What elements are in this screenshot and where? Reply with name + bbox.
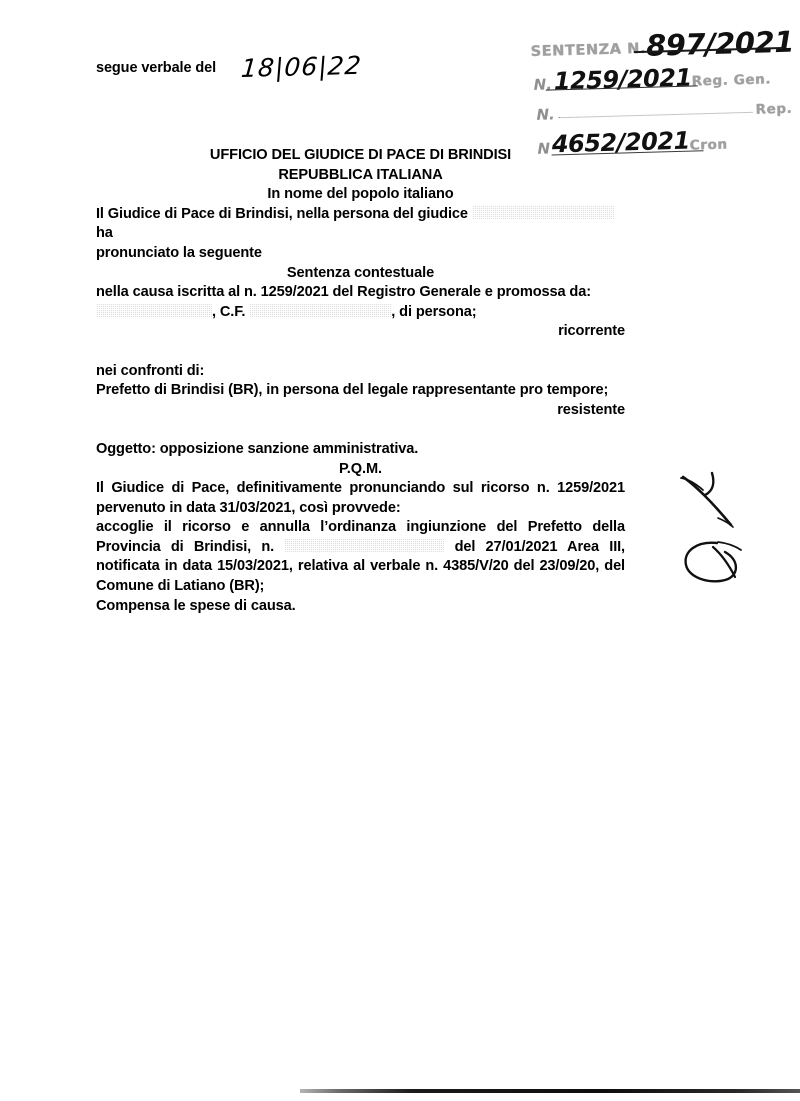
judge-intro-text-after: ha	[96, 225, 113, 242]
handwritten-date: 18|06|22	[240, 50, 363, 83]
label-ricorrente: ricorrente	[558, 323, 625, 340]
causa-line: nella causa iscritta al n. 1259/2021 del Registro Generale e promossa da:	[96, 284, 591, 301]
heading-republic: REPUBBLICA ITALIANA	[278, 166, 443, 183]
heading-in-name-of-people: In nome del popolo italiano	[267, 186, 454, 203]
stamp-rep-prefix: N.	[536, 105, 555, 124]
stamp-row-rep	[536, 99, 792, 124]
judge-intro-text-before: Il Giudice di Pace di Brindisi, nella persona del giudice	[96, 205, 468, 222]
redaction-ordinance-number	[284, 539, 444, 553]
judge-intro-line	[96, 205, 625, 244]
heading-pqm: P.Q.M.	[339, 460, 382, 477]
compensa-line: Compensa le spese di causa.	[96, 597, 296, 614]
redaction-party-fiscal-code	[249, 304, 391, 318]
spacer-1	[96, 342, 625, 362]
pronunciato-line: pronunciato la seguente	[96, 244, 262, 261]
spacer-2	[96, 420, 625, 440]
stamp-reg-gen-prefix: N.	[533, 75, 553, 94]
stamp-rep-label: Rep.	[755, 100, 793, 118]
accoglie-paragraph	[96, 518, 625, 596]
court-registry-stamp	[530, 19, 795, 159]
accoglie-text-before: accoglie il ricorso e annulla l’ordinanza ingiunzione del Prefetto della Provincia di Brindisi, n.	[96, 519, 625, 555]
stamp-sentenza-label: SENTENZA N.	[530, 40, 647, 60]
segue-verbale-label: segue verbale del	[96, 60, 216, 76]
document-body	[96, 146, 625, 616]
stamp-rep-blank-line	[559, 112, 753, 118]
party-line-end: , di persona;	[391, 303, 477, 320]
heading-sentenza-contestuale: Sentenza contestuale	[286, 264, 435, 281]
label-resistente: resistente	[557, 401, 625, 418]
heading-office: UFFICIO DEL GIUDICE DI PACE DI BRINDISI	[209, 147, 512, 163]
redaction-party-name	[96, 304, 212, 318]
pqm-paragraph: Il Giudice di Pace, definitivamente pronunciando sul ricorso n. 1259/2021 pervenuto in data 31/03/2021, così provvede:	[96, 480, 625, 516]
stamp-reg-gen-label: Reg. Gen.	[691, 71, 772, 90]
segue-verbale-row	[96, 49, 363, 83]
nei-confronti-line: nei confronti di:	[96, 362, 205, 379]
signature-strokes-icon	[655, 455, 775, 595]
stamp-cron-label: Cron	[689, 136, 728, 154]
oggetto-line: Oggetto: opposizione sanzione amministrativa.	[96, 440, 419, 457]
scan-artifact-bar	[300, 1089, 800, 1093]
stamp-cron-prefix: N	[537, 139, 551, 158]
stamp-cron-number: 4652/2021	[551, 126, 691, 159]
stamp-row-reg-gen	[533, 59, 790, 94]
accoglie-text-after: del 27/01/2021 Area III, notificata in data 15/03/2021, relativa al verbale n. 4385/V/20 del 23/09/20, del Comune di Latiano (BR);	[96, 538, 625, 595]
stamp-sentenza-number: 897/2021	[645, 24, 795, 63]
redaction-judge-name	[472, 206, 614, 220]
handwritten-signature	[655, 455, 775, 595]
party-cf-separator: , C.F.	[212, 303, 246, 320]
party-line	[96, 303, 625, 323]
stamp-row-sentenza	[530, 19, 795, 63]
prefetto-line: Prefetto di Brindisi (BR), in persona del legale rappresentante pro tempore;	[96, 382, 609, 399]
stamp-reg-gen-number: 1259/2021	[553, 63, 693, 96]
